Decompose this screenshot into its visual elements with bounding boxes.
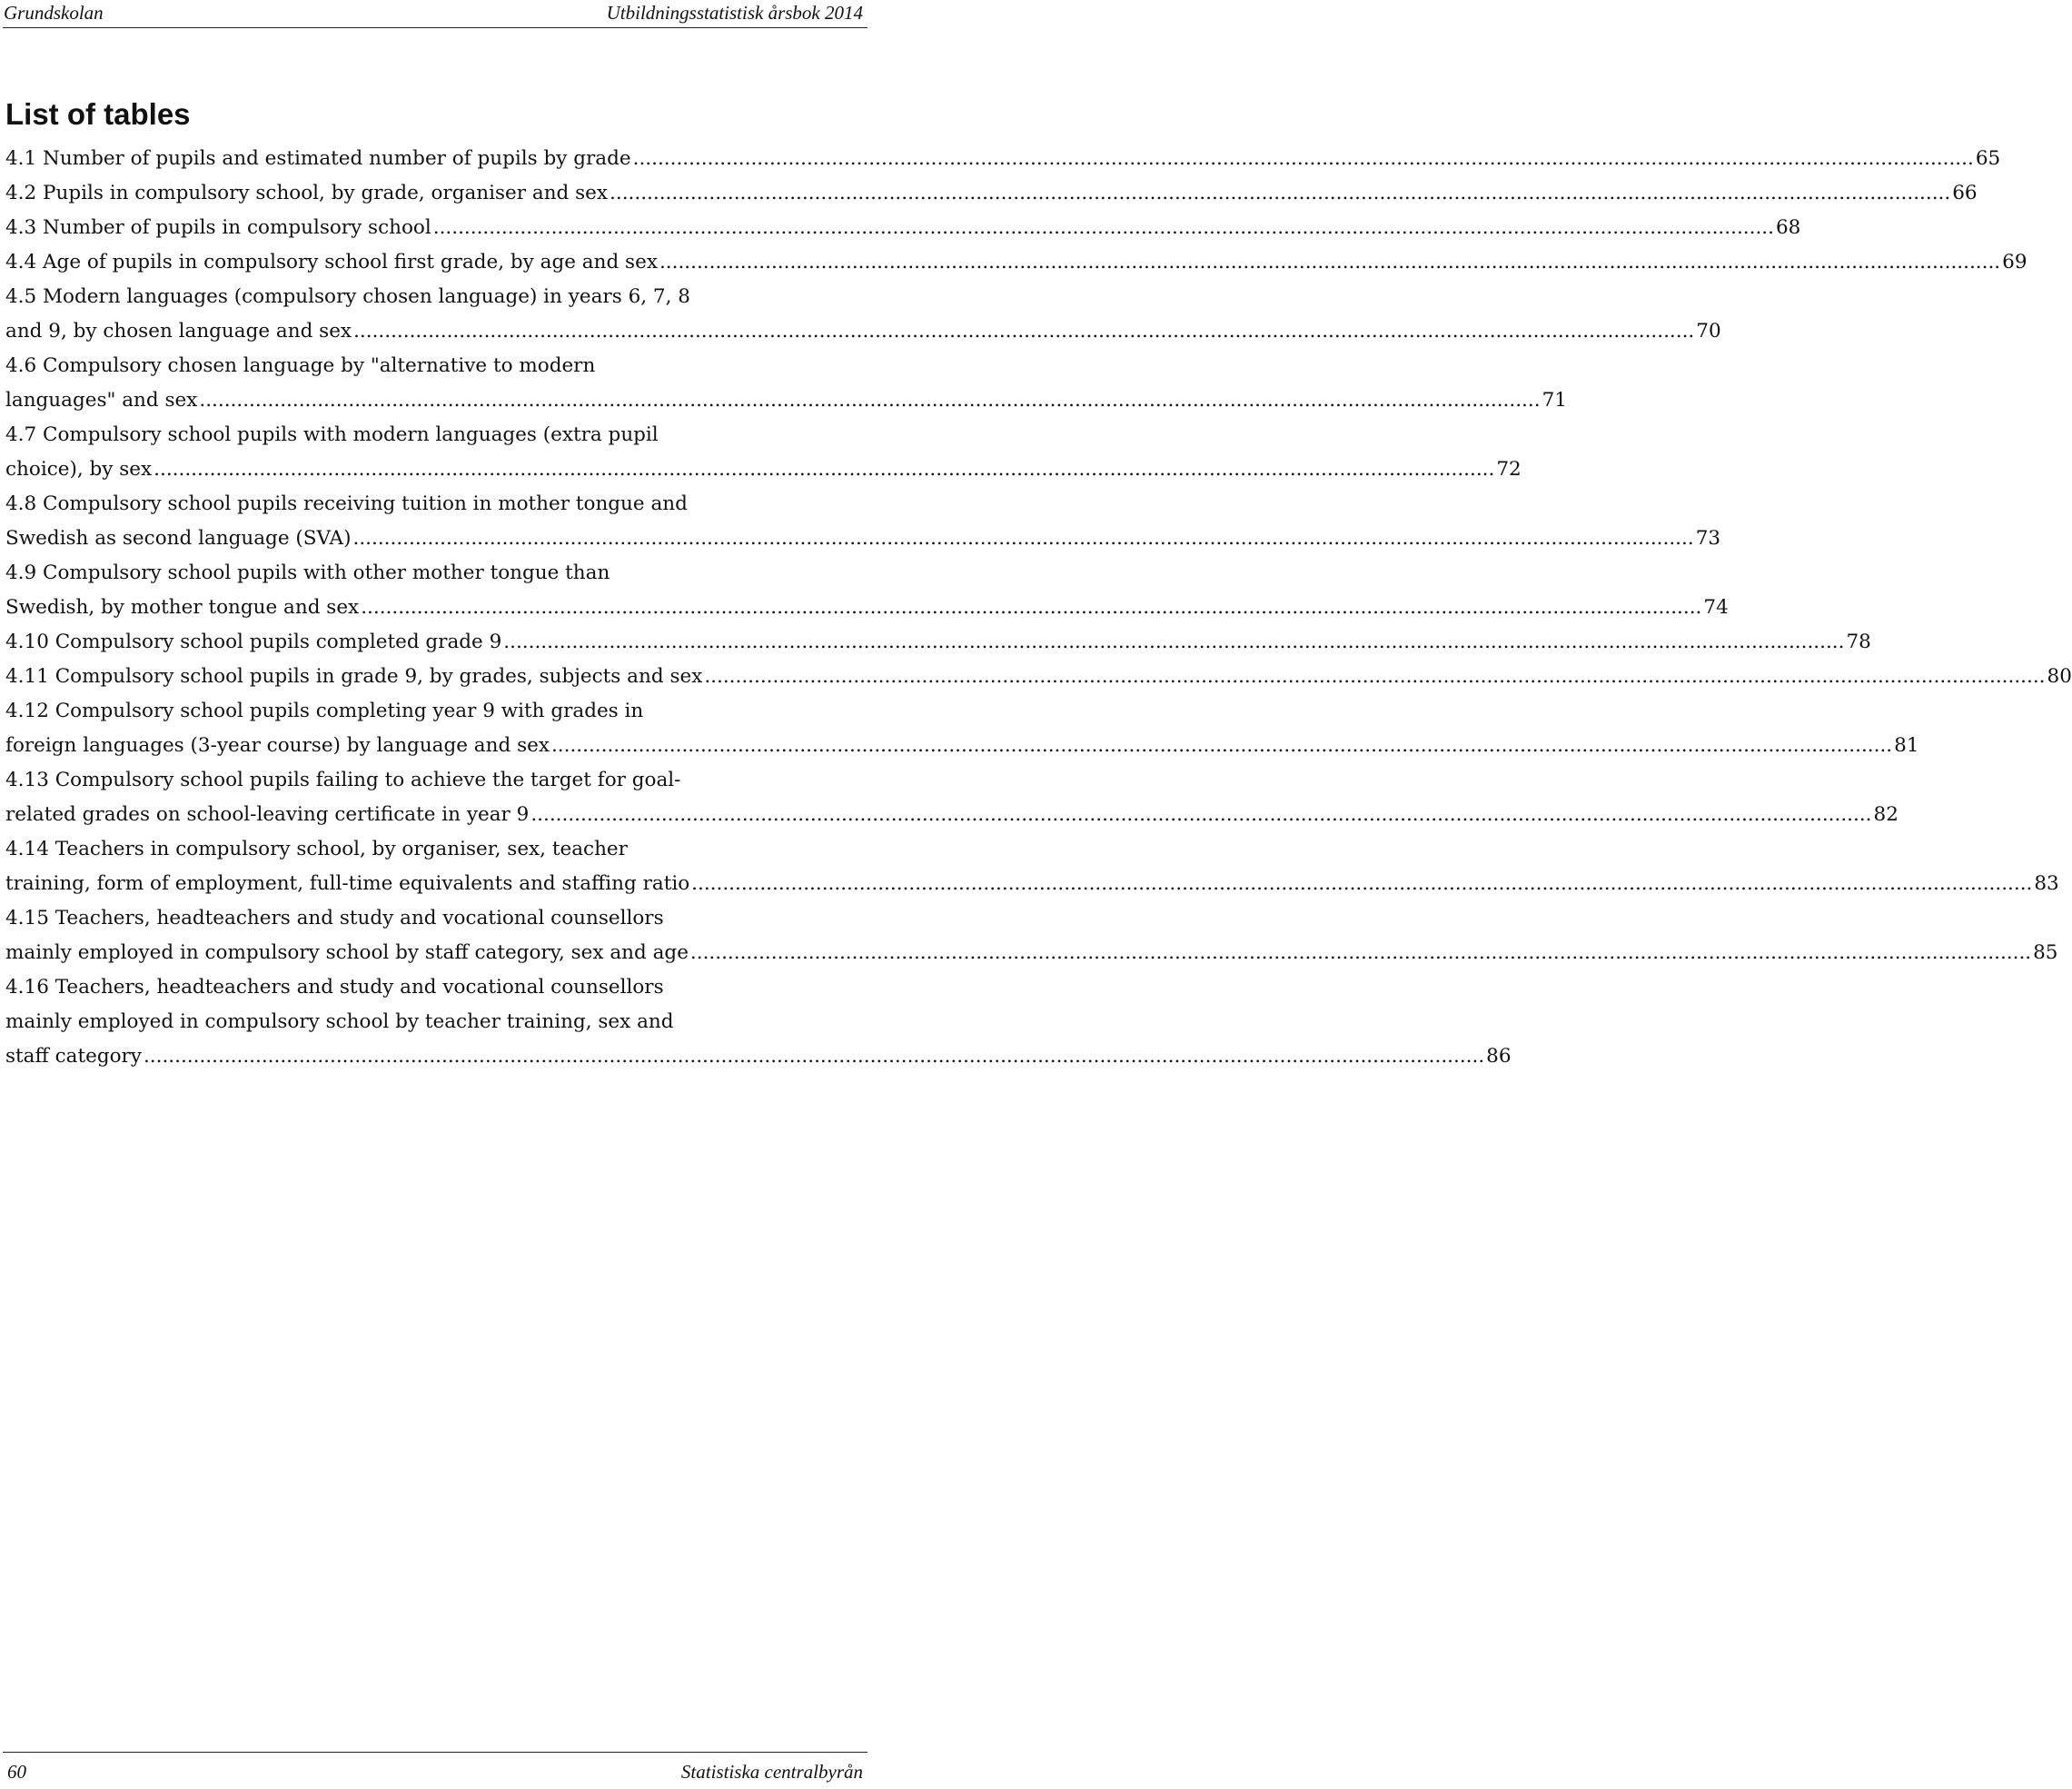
toc-entry[interactable]	[5, 694, 1919, 763]
toc-entry[interactable]	[5, 763, 1899, 832]
header-chapter: Grundskolan	[4, 2, 104, 24]
toc-page-number: 80	[2047, 665, 2072, 688]
dot-leader	[154, 452, 1494, 487]
toc-entry-line	[5, 245, 2027, 280]
toc-entry[interactable]	[5, 176, 1978, 211]
toc-entry[interactable]	[5, 487, 1721, 556]
toc-entry-text: 4.12 Compulsory school pupils completing year 9 with grades in	[5, 700, 644, 722]
toc-entry-text: 4.15 Teachers, headteachers and study and vocational counsellors	[5, 907, 664, 929]
toc-entry-line	[5, 625, 1871, 660]
toc-entry-text: Swedish, by mother tongue and sex	[5, 596, 360, 619]
toc-entry-text: mainly employed in compulsory school by staff category, sex and age	[5, 941, 689, 964]
toc-entry-line	[5, 1039, 1512, 1074]
toc-entry-text: staff category	[5, 1045, 142, 1068]
toc-entry[interactable]	[5, 349, 1567, 418]
toc-entry[interactable]	[5, 660, 2072, 694]
toc-page-number: 81	[1894, 734, 1919, 757]
toc-entry-text: and 9, by chosen language and sex	[5, 320, 352, 343]
toc-entry-line	[5, 142, 2001, 176]
dot-leader	[361, 591, 1701, 625]
toc-page-number: 65	[1975, 147, 2001, 170]
toc-entry-text: 4.6 Compulsory chosen language by "alternative to modern	[5, 354, 596, 377]
toc-entry-text: 4.10 Compulsory school pupils completed grade 9	[5, 631, 502, 653]
footer-publisher: Statistiska centralbyrån	[680, 1761, 863, 1783]
toc-entry-text: 4.11 Compulsory school pupils in grade 9, by grades, subjects and sex	[5, 665, 703, 688]
dot-leader	[144, 1039, 1484, 1074]
toc-entry-text: mainly employed in compulsory school by teacher training, sex and	[5, 1010, 674, 1033]
toc-entry-line	[5, 176, 1978, 211]
toc-entry-text: foreign languages (3-year course) by language and sex	[5, 734, 550, 757]
toc-entry-text: training, form of employment, full-time equivalents and staffing ratio	[5, 872, 690, 895]
running-footer	[0, 1752, 872, 1789]
toc-page-number: 70	[1696, 320, 1721, 343]
dot-leader	[704, 660, 2045, 694]
toc-entry[interactable]	[5, 245, 2027, 280]
toc-entry-text: 4.13 Compulsory school pupils failing to achieve the target for goal-	[5, 769, 681, 791]
toc-page-number: 73	[1695, 527, 1721, 550]
toc-entry-line	[5, 314, 1721, 349]
toc-entry[interactable]	[5, 142, 2001, 176]
dot-leader	[691, 867, 2032, 901]
toc-entry-line	[5, 867, 2059, 901]
toc-page-number: 71	[1542, 389, 1567, 412]
toc-page-number: 68	[1775, 216, 1801, 239]
toc-entry-line	[5, 660, 2072, 694]
dot-leader	[433, 211, 1774, 245]
dot-leader	[353, 314, 1694, 349]
toc-entry-text: languages" and sex	[5, 389, 198, 412]
toc-entry[interactable]	[5, 832, 2059, 901]
toc-entry-text: Swedish as second language (SVA)	[5, 527, 352, 550]
toc-entry-text: 4.5 Modern languages (compulsory chosen language) in years 6, 7, 8	[5, 285, 690, 308]
toc-entry[interactable]	[5, 280, 1721, 349]
toc-page-number: 72	[1496, 458, 1522, 481]
toc-entry-text: choice), by sex	[5, 458, 153, 481]
toc-entry-text: 4.8 Compulsory school pupils receiving tuition in mother tongue and	[5, 492, 688, 515]
toc-entry-text: related grades on school-leaving certificate in year 9	[5, 803, 530, 826]
toc-entry-line	[5, 452, 1522, 487]
dot-leader	[659, 245, 2000, 280]
header-rule	[3, 27, 867, 28]
toc-entry-line	[5, 798, 1899, 832]
toc-entry-line	[5, 591, 1729, 625]
toc-entry-text: 4.3 Number of pupils in compulsory school	[5, 216, 431, 239]
toc-page-number: 82	[1873, 803, 1899, 826]
header-publication: Utbildningsstatistisk årsbok 2014	[606, 2, 863, 24]
toc-entry-text: 4.2 Pupils in compulsory school, by grade, organiser and sex	[5, 182, 609, 204]
toc-page-number: 85	[2033, 941, 2058, 964]
footer-rule	[3, 1752, 867, 1753]
toc-page-number: 66	[1952, 182, 1978, 204]
running-header	[0, 0, 872, 27]
toc-page-number: 83	[2034, 872, 2059, 895]
dot-leader	[610, 176, 1950, 211]
toc-entry-text: 4.1 Number of pupils and estimated number of pupils by grade	[5, 147, 631, 170]
page-number: 60	[7, 1761, 26, 1783]
dot-leader	[199, 383, 1540, 418]
page-title: List of tables	[5, 97, 191, 131]
dot-leader	[530, 798, 1871, 832]
toc-entry-text: 4.4 Age of pupils in compulsory school first grade, by age and sex	[5, 251, 658, 273]
toc-entry-line	[5, 729, 1919, 763]
dot-leader	[633, 142, 1974, 176]
toc-entry-text: 4.16 Teachers, headteachers and study and vocational counsellors	[5, 976, 664, 999]
dot-leader	[690, 936, 2031, 970]
dot-leader	[503, 625, 1844, 660]
toc-entry[interactable]	[5, 211, 1801, 245]
toc-entry[interactable]	[5, 901, 2058, 970]
toc-page-number: 69	[2002, 251, 2027, 273]
toc-entry[interactable]	[5, 970, 1512, 1074]
toc-page-number: 78	[1846, 631, 1871, 653]
toc-page-number: 74	[1703, 596, 1729, 619]
toc-entry[interactable]	[5, 625, 1871, 660]
toc-entry[interactable]	[5, 556, 1729, 625]
toc-entry-line	[5, 211, 1801, 245]
dot-leader	[352, 522, 1693, 556]
toc-page-number: 86	[1486, 1045, 1512, 1068]
dot-leader	[551, 729, 1892, 763]
toc-entry-text: 4.9 Compulsory school pupils with other mother tongue than	[5, 562, 610, 584]
toc-entry-line	[5, 383, 1567, 418]
toc-entry-line	[5, 936, 2058, 970]
table-of-contents	[5, 142, 2072, 1074]
toc-entry-text: 4.14 Teachers in compulsory school, by organiser, sex, teacher	[5, 838, 628, 860]
toc-entry[interactable]	[5, 418, 1522, 487]
toc-entry-text: 4.7 Compulsory school pupils with modern languages (extra pupil	[5, 423, 659, 446]
toc-entry-line	[5, 522, 1721, 556]
